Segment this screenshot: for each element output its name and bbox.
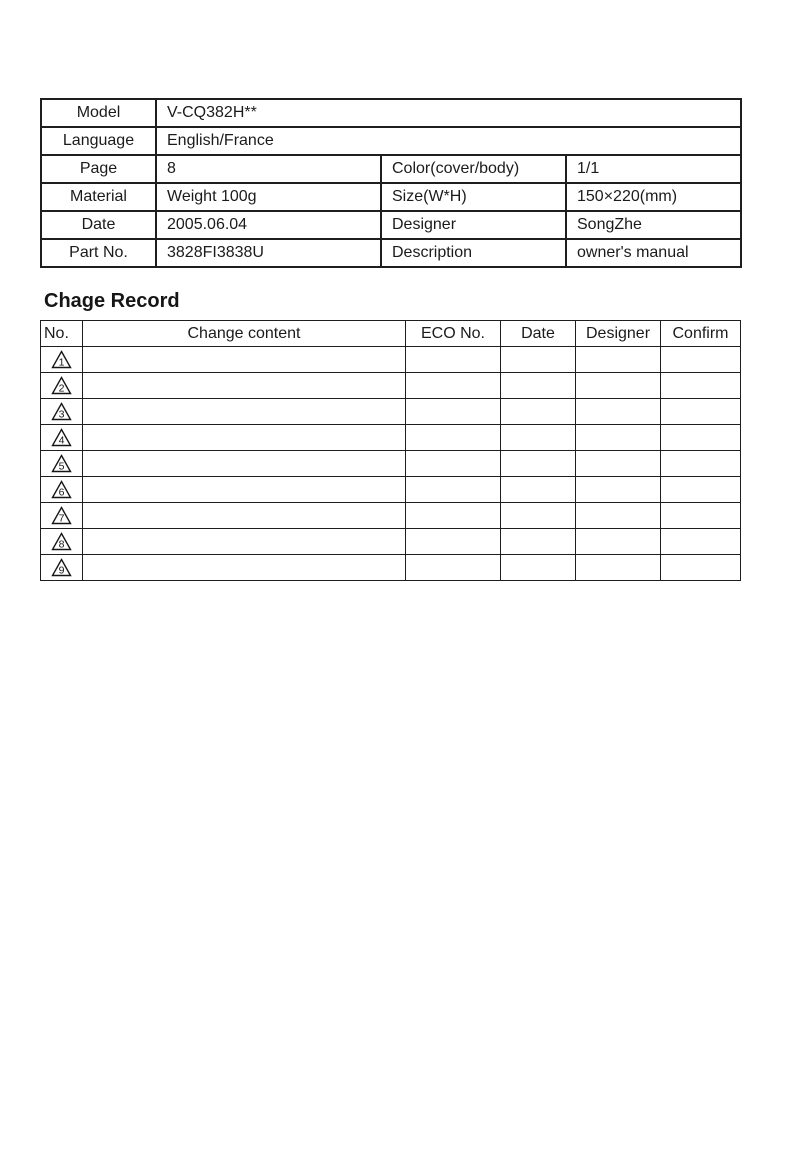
eco-no-cell	[406, 347, 501, 373]
change-record-row	[41, 425, 741, 451]
change-content-cell	[83, 555, 406, 581]
spec-label-partno: Part No.	[41, 239, 156, 267]
confirm-cell	[661, 477, 741, 503]
revision-triangle-icon	[51, 454, 72, 473]
svg-text:4: 4	[58, 434, 65, 447]
header-confirm: Confirm	[661, 321, 741, 347]
eco-no-cell	[406, 399, 501, 425]
spec-label-color: Color(cover/body)	[381, 155, 566, 183]
spec-label-size: Size(W*H)	[381, 183, 566, 211]
revision-triangle-icon	[51, 350, 72, 369]
spec-label-model: Model	[41, 99, 156, 127]
spec-value-size: 150×220(mm)	[566, 183, 741, 211]
spec-value-description: owner's manual	[566, 239, 741, 267]
change-content-cell	[83, 399, 406, 425]
confirm-cell	[661, 425, 741, 451]
designer-cell	[576, 477, 661, 503]
change-record-row	[41, 529, 741, 555]
spec-value-color: 1/1	[566, 155, 741, 183]
spec-label-language: Language	[41, 127, 156, 155]
spec-row-page	[41, 155, 741, 183]
change-content-cell	[83, 503, 406, 529]
eco-no-cell	[406, 451, 501, 477]
revision-number-cell	[41, 477, 83, 503]
change-record-row	[41, 503, 741, 529]
eco-no-cell	[406, 425, 501, 451]
svg-text:6: 6	[58, 486, 65, 499]
designer-cell	[576, 399, 661, 425]
revision-number-cell	[41, 451, 83, 477]
change-record-row	[41, 399, 741, 425]
svg-text:8: 8	[58, 538, 65, 551]
eco-no-cell	[406, 529, 501, 555]
designer-cell	[576, 451, 661, 477]
svg-text:2: 2	[58, 382, 65, 395]
eco-no-cell	[406, 555, 501, 581]
svg-text:9: 9	[58, 564, 65, 577]
designer-cell	[576, 555, 661, 581]
svg-text:7: 7	[58, 512, 65, 525]
spec-value-page: 8	[156, 155, 381, 183]
spec-value-material: Weight 100g	[156, 183, 381, 211]
change-record-table	[40, 320, 741, 581]
header-change-content: Change content	[83, 321, 406, 347]
revision-number-cell	[41, 425, 83, 451]
designer-cell	[576, 347, 661, 373]
spec-row-language	[41, 127, 741, 155]
change-record-heading: Chage Record	[44, 290, 180, 312]
spec-table	[40, 98, 742, 268]
spec-row-date	[41, 211, 741, 239]
revision-triangle-icon	[51, 402, 72, 421]
change-content-cell	[83, 347, 406, 373]
date-cell	[501, 555, 576, 581]
change-content-cell	[83, 425, 406, 451]
revision-number-cell	[41, 503, 83, 529]
designer-cell	[576, 529, 661, 555]
spec-label-description: Description	[381, 239, 566, 267]
designer-cell	[576, 425, 661, 451]
revision-number-cell	[41, 373, 83, 399]
svg-text:1: 1	[58, 356, 65, 369]
change-content-cell	[83, 529, 406, 555]
designer-cell	[576, 373, 661, 399]
spec-row-partno	[41, 239, 741, 267]
header-date: Date	[501, 321, 576, 347]
header-eco-no: ECO No.	[406, 321, 501, 347]
revision-triangle-icon	[51, 506, 72, 525]
spec-row-material	[41, 183, 741, 211]
spec-label-page: Page	[41, 155, 156, 183]
change-record-row	[41, 555, 741, 581]
revision-triangle-icon	[51, 532, 72, 551]
confirm-cell	[661, 347, 741, 373]
change-content-cell	[83, 477, 406, 503]
spec-label-date: Date	[41, 211, 156, 239]
confirm-cell	[661, 555, 741, 581]
confirm-cell	[661, 373, 741, 399]
change-record-row	[41, 451, 741, 477]
revision-number-cell	[41, 347, 83, 373]
confirm-cell	[661, 503, 741, 529]
revision-triangle-icon	[51, 376, 72, 395]
date-cell	[501, 529, 576, 555]
header-no: No.	[41, 321, 83, 347]
date-cell	[501, 373, 576, 399]
spec-value-designer: SongZhe	[566, 211, 741, 239]
revision-triangle-icon	[51, 428, 72, 447]
date-cell	[501, 347, 576, 373]
spec-value-date: 2005.06.04	[156, 211, 381, 239]
spec-label-material: Material	[41, 183, 156, 211]
eco-no-cell	[406, 373, 501, 399]
revision-triangle-icon	[51, 558, 72, 577]
eco-no-cell	[406, 477, 501, 503]
spec-value-partno: 3828FI3838U	[156, 239, 381, 267]
spec-row-model	[41, 99, 741, 127]
confirm-cell	[661, 529, 741, 555]
change-content-cell	[83, 373, 406, 399]
confirm-cell	[661, 399, 741, 425]
confirm-cell	[661, 451, 741, 477]
header-designer: Designer	[576, 321, 661, 347]
date-cell	[501, 451, 576, 477]
revision-number-cell	[41, 399, 83, 425]
date-cell	[501, 399, 576, 425]
date-cell	[501, 503, 576, 529]
designer-cell	[576, 503, 661, 529]
change-content-cell	[83, 451, 406, 477]
revision-number-cell	[41, 529, 83, 555]
change-record-row	[41, 347, 741, 373]
date-cell	[501, 425, 576, 451]
revision-number-cell	[41, 555, 83, 581]
change-record-row	[41, 373, 741, 399]
svg-text:3: 3	[58, 408, 65, 421]
eco-no-cell	[406, 503, 501, 529]
change-record-header-row	[41, 321, 741, 347]
date-cell	[501, 477, 576, 503]
spec-label-designer: Designer	[381, 211, 566, 239]
spec-value-language: English/France	[156, 127, 741, 155]
svg-text:5: 5	[58, 460, 65, 473]
revision-triangle-icon	[51, 480, 72, 499]
change-record-row	[41, 477, 741, 503]
spec-value-model: V-CQ382H**	[156, 99, 741, 127]
